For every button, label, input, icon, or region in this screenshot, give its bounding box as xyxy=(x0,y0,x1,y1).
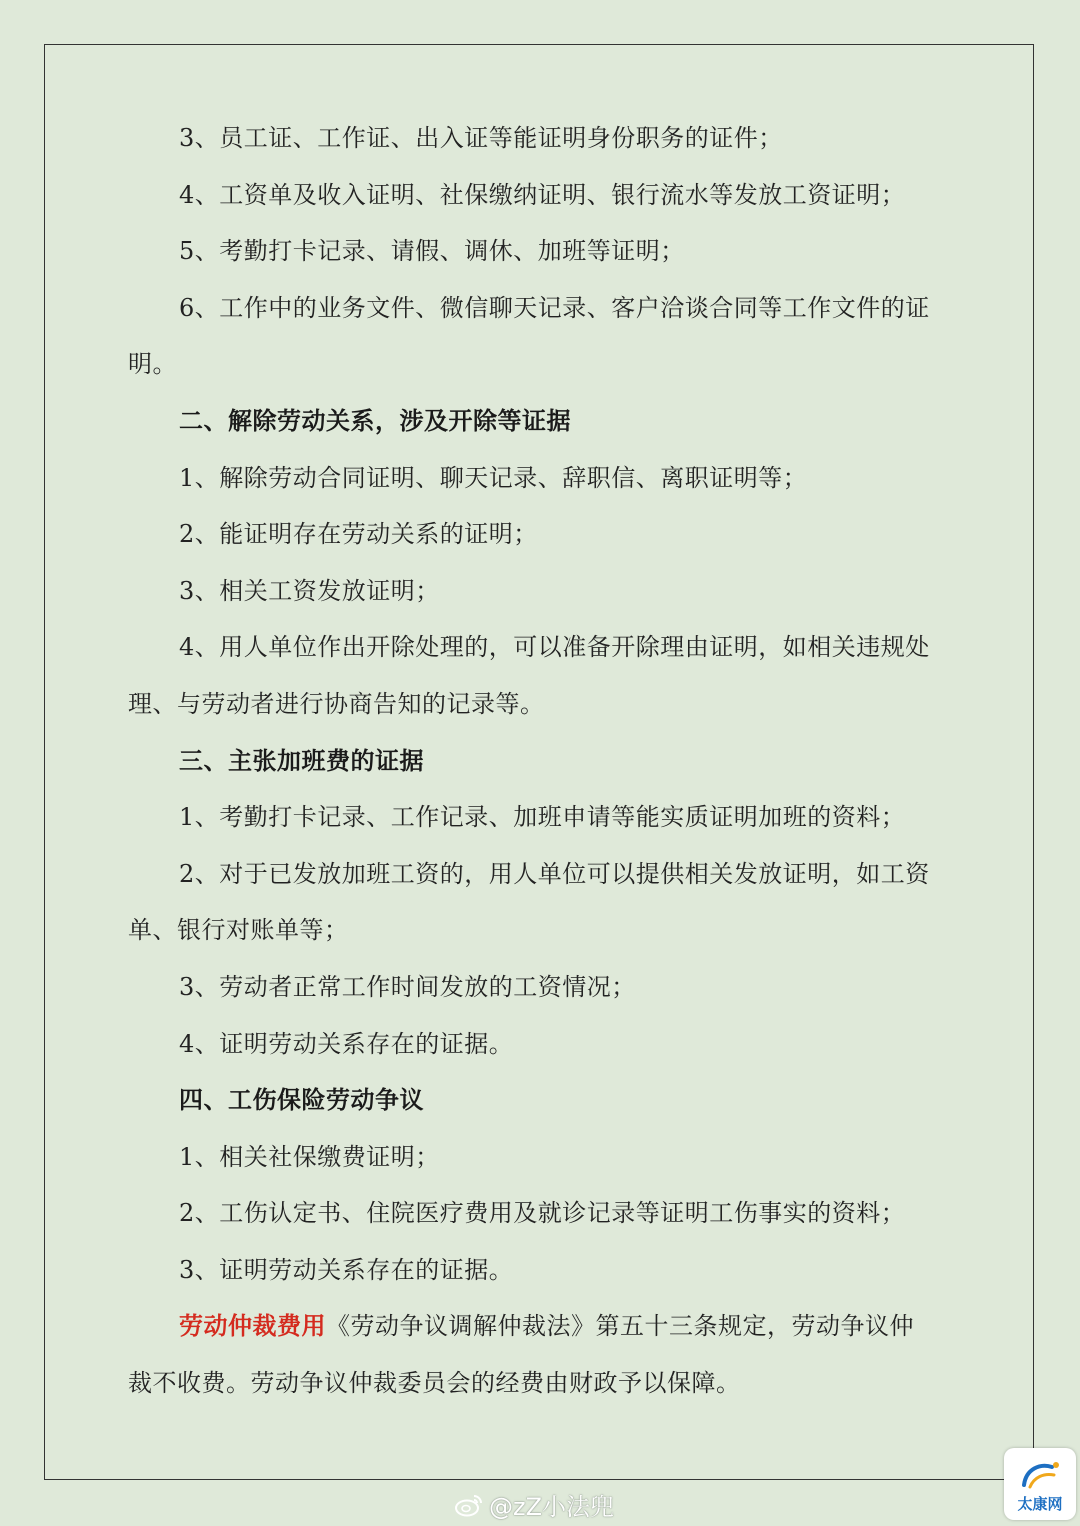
paragraph-line xyxy=(128,1129,958,1186)
line-text: 《劳动争议调解仲裁法》第五十三条规定，劳动争议仲 xyxy=(326,1312,914,1341)
weibo-watermark xyxy=(455,1487,614,1522)
paragraph-line xyxy=(128,846,958,903)
paragraph-line xyxy=(128,167,958,224)
paragraph-line xyxy=(128,280,958,337)
paragraph-line xyxy=(128,1298,958,1355)
paragraph-line xyxy=(128,563,958,620)
line-text: 1、解除劳动合同证明、聊天记录、辞职信、离职证明等； xyxy=(179,463,808,492)
line-text: 4、用人单位作出开除处理的，可以准备开除理由证明，如相关违规处 xyxy=(179,633,930,662)
line-text: 1、相关社保缴费证明； xyxy=(179,1142,440,1171)
line-text: 4、工资单及收入证明、社保缴纳证明、银行流水等发放工资证明； xyxy=(179,180,906,209)
line-text: 2、能证明存在劳动关系的证明； xyxy=(179,520,538,549)
line-text: 2、工伤认定书、住院医疗费用及就诊记录等证明工伤事实的资料； xyxy=(179,1199,906,1228)
line-text: 5、考勤打卡记录、请假、调休、加班等证明； xyxy=(179,237,685,266)
line-text: 理、与劳动者进行协商告知的记录等。 xyxy=(128,689,545,718)
taikang-logo-icon xyxy=(1016,1457,1064,1493)
line-text: 3、相关工资发放证明； xyxy=(179,576,440,605)
paragraph-line xyxy=(128,110,958,167)
line-text: 二、解除劳动关系，涉及开除等证据 xyxy=(179,406,571,435)
line-text: 4、证明劳动关系存在的证据。 xyxy=(179,1029,514,1058)
watermark-handle: @zZ小法兜 xyxy=(489,1493,615,1521)
paragraph-line xyxy=(128,336,958,393)
document-body xyxy=(128,110,958,1412)
weibo-icon xyxy=(455,1493,483,1517)
section-heading xyxy=(128,733,958,790)
line-text: 3、员工证、工作证、出入证等能证明身份职务的证件； xyxy=(179,124,783,152)
paragraph-line xyxy=(128,676,958,733)
paragraph-line xyxy=(128,1185,958,1242)
line-text: 2、对于已发放加班工资的，用人单位可以提供相关发放证明，如工资 xyxy=(179,859,930,888)
line-text: 1、考勤打卡记录、工作记录、加班申请等能实质证明加班的资料； xyxy=(179,803,906,832)
line-text: 3、劳动者正常工作时间发放的工资情况； xyxy=(179,972,636,1001)
line-text: 3、证明劳动关系存在的证据。 xyxy=(179,1255,514,1284)
paragraph-line xyxy=(128,506,958,563)
line-text: 裁不收费。劳动争议仲裁委员会的经费由财政予以保障。 xyxy=(128,1369,741,1398)
line-text: 三、主张加班费的证据 xyxy=(179,746,424,775)
paragraph-line xyxy=(128,902,958,959)
paragraph-line xyxy=(128,619,958,676)
highlight-text: 劳动仲裁费用 xyxy=(179,1312,326,1341)
paragraph-line xyxy=(128,1355,958,1412)
paragraph-line xyxy=(128,789,958,846)
line-text: 四、工伤保险劳动争议 xyxy=(179,1086,424,1115)
paragraph-line xyxy=(128,223,958,280)
paragraph-line xyxy=(128,1242,958,1299)
paragraph-line xyxy=(128,959,958,1016)
line-text: 明。 xyxy=(128,350,177,379)
paragraph-line xyxy=(128,450,958,507)
paragraph-line xyxy=(128,1016,958,1073)
logo-text: 太康网 xyxy=(1017,1495,1063,1513)
site-logo xyxy=(1004,1448,1076,1520)
section-heading xyxy=(128,393,958,450)
section-heading xyxy=(128,1072,958,1129)
line-text: 单、银行对账单等； xyxy=(128,916,349,945)
line-text: 6、工作中的业务文件、微信聊天记录、客户洽谈合同等工作文件的证 xyxy=(179,293,930,322)
